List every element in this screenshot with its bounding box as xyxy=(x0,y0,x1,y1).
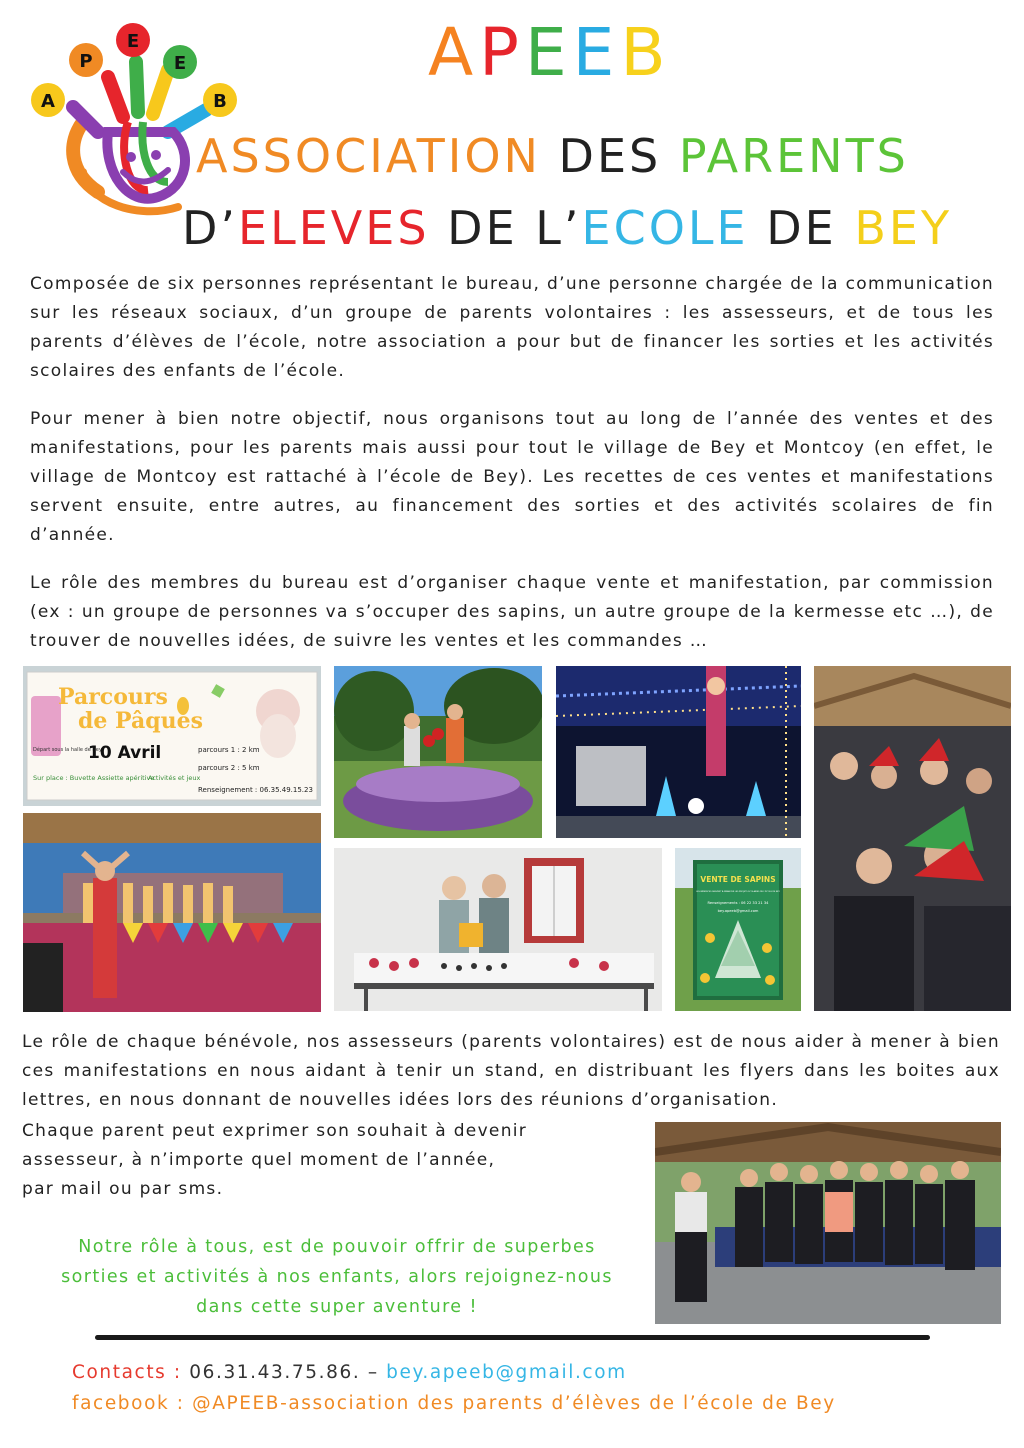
title-acronym-letter: P xyxy=(479,14,525,91)
closing-line-1: Notre rôle à tous, est de pouvoir offrir de superbes xyxy=(78,1237,596,1257)
contacts-label: Contacts : xyxy=(72,1362,182,1383)
closing-line-2: sorties et activités à nos enfants, alors rejoignez-nous xyxy=(61,1267,613,1287)
title-line3-segment: BEY xyxy=(854,201,953,255)
banner-activites: Activités et jeux xyxy=(148,774,201,782)
intro-paragraph-1: Composée de six personnes représentant le bureau, d’une personne chargée de la communication sur les réseaux sociaux, d’un groupe de parents volontaires : les assesseurs, et de tous les parents d’élèves de l’école, notre association a pour but de financer les sorties et les activités scolaires des enfants de l’école. xyxy=(30,274,994,381)
title-line2-segment: ASSOCIATION xyxy=(196,129,541,183)
title-line3-segment: DE L’ xyxy=(429,201,582,255)
title-line-association xyxy=(196,129,909,183)
photo-christmas-lights xyxy=(556,666,801,838)
photo-sapins-poster xyxy=(675,848,801,1011)
banner-renseignement: Renseignement : 06.35.49.15.23 xyxy=(198,786,313,794)
logo-letter: E xyxy=(173,53,187,74)
photo-stage-show xyxy=(23,813,321,1012)
banner-title-2: de Pâques xyxy=(78,708,204,734)
title-line3-segment: D’ xyxy=(182,201,239,255)
photo-children-christmas xyxy=(814,666,1011,1011)
banner-title-1: Parcours xyxy=(58,684,168,710)
volunteer-paragraph: Le rôle de chaque bénévole, nos assesseurs (parents volontaires) est de nous aider à mener à bien ces manifestations en nous aidant à tenir un stand, en distribuant les flyers dans les boites aux lettres, en nous donnant de nouvelles idées lors des réunions d’organisation. xyxy=(22,1032,1000,1110)
banner-date: 10 Avril xyxy=(88,743,162,763)
title-acronym-letter: E xyxy=(524,14,573,91)
facebook-label: facebook : xyxy=(72,1393,185,1414)
facebook-line xyxy=(72,1393,836,1414)
apeeb-logo xyxy=(28,22,258,222)
photo-easter-banner xyxy=(23,666,321,806)
volunteer-join-line-2: assesseur, à n’importe quel moment de l’année, xyxy=(22,1150,496,1170)
photo-group-volunteers xyxy=(655,1122,1001,1324)
volunteer-join-text xyxy=(22,1117,622,1204)
contacts-line xyxy=(72,1362,627,1383)
photo-inflatable-ring xyxy=(334,666,542,838)
intro-paragraph-2: Pour mener à bien notre objectif, nous organisons tout au long de l’année des ventes et des manifestations, pour les parents mais aussi pour tout le village de Bey et Montcoy (en effet, le village de Montcoy est rattaché à l’école de Bey). Les recettes de ces ventes et manifestations servent ensuite, entre autres, au financement des sorties et des activités scolaires de fin d’année. xyxy=(30,409,994,545)
logo-letter: A xyxy=(41,91,55,112)
logo-letter: P xyxy=(79,51,93,72)
closing-line-3: dans cette super aventure ! xyxy=(196,1297,478,1317)
photo-sales-stand xyxy=(334,848,662,1011)
title-line3-segment: ELEVES xyxy=(238,201,430,255)
volunteer-join-line-1: Chaque parent peut exprimer son souhait à devenir xyxy=(22,1121,528,1141)
title-acronym-letter: A xyxy=(428,14,480,91)
poster-email: bey.apeeb@gmail.com xyxy=(717,909,759,913)
title-acronym xyxy=(428,14,672,91)
title-line3-segment: ECOLE xyxy=(581,201,749,255)
banner-depart: Départ sous la halle de Bey xyxy=(33,747,102,753)
intro-paragraph-3: Le rôle des membres du bureau est d’organiser chaque vente et manifestation, par commission (ex : un groupe de personnes va s’occuper des sapins, un autre groupe de la kermesse etc …), de trouver de nouvelles idées, de suivre les ventes et les commandes … xyxy=(30,573,994,651)
title-line2-segment: DES xyxy=(540,129,679,183)
contacts-separator: – xyxy=(367,1362,379,1383)
poster-title: VENTE DE SAPINS xyxy=(700,875,776,884)
banner-sur-place: Sur place : Buvette Assiette apéritive xyxy=(33,774,155,782)
contacts-phone[interactable]: 06.31.43.75.86. xyxy=(189,1362,361,1383)
contacts-email-link[interactable]: bey.apeeb@gmail.com xyxy=(386,1362,627,1383)
title-acronym-letter: B xyxy=(620,14,672,91)
poster-phone: Renseignements : 06 22 33 21 34 xyxy=(707,901,769,905)
facebook-handle-link[interactable]: @APEEB-association des parents d’élèves de l’école de Bey xyxy=(192,1393,836,1414)
title-line2-segment: PARENTS xyxy=(678,129,909,183)
volunteer-join-line-3: par mail ou par sms. xyxy=(22,1179,224,1199)
logo-letter: E xyxy=(126,31,140,52)
title-acronym-letter: E xyxy=(572,14,621,91)
title-line3-segment: DE xyxy=(748,201,855,255)
title-line-ecole xyxy=(182,201,953,255)
logo-letter: B xyxy=(213,91,227,112)
banner-route-1: parcours 1 : 2 km xyxy=(198,746,260,754)
closing-message xyxy=(32,1232,642,1322)
poster-subtitle: LES BÉNÉFICES SERVENT À FINANCER LES PROJETS SCOLAIRES DE L’ÉCOLE DE BEY xyxy=(696,891,780,893)
banner-route-2: parcours 2 : 5 km xyxy=(198,764,260,772)
footer-divider xyxy=(95,1335,930,1340)
